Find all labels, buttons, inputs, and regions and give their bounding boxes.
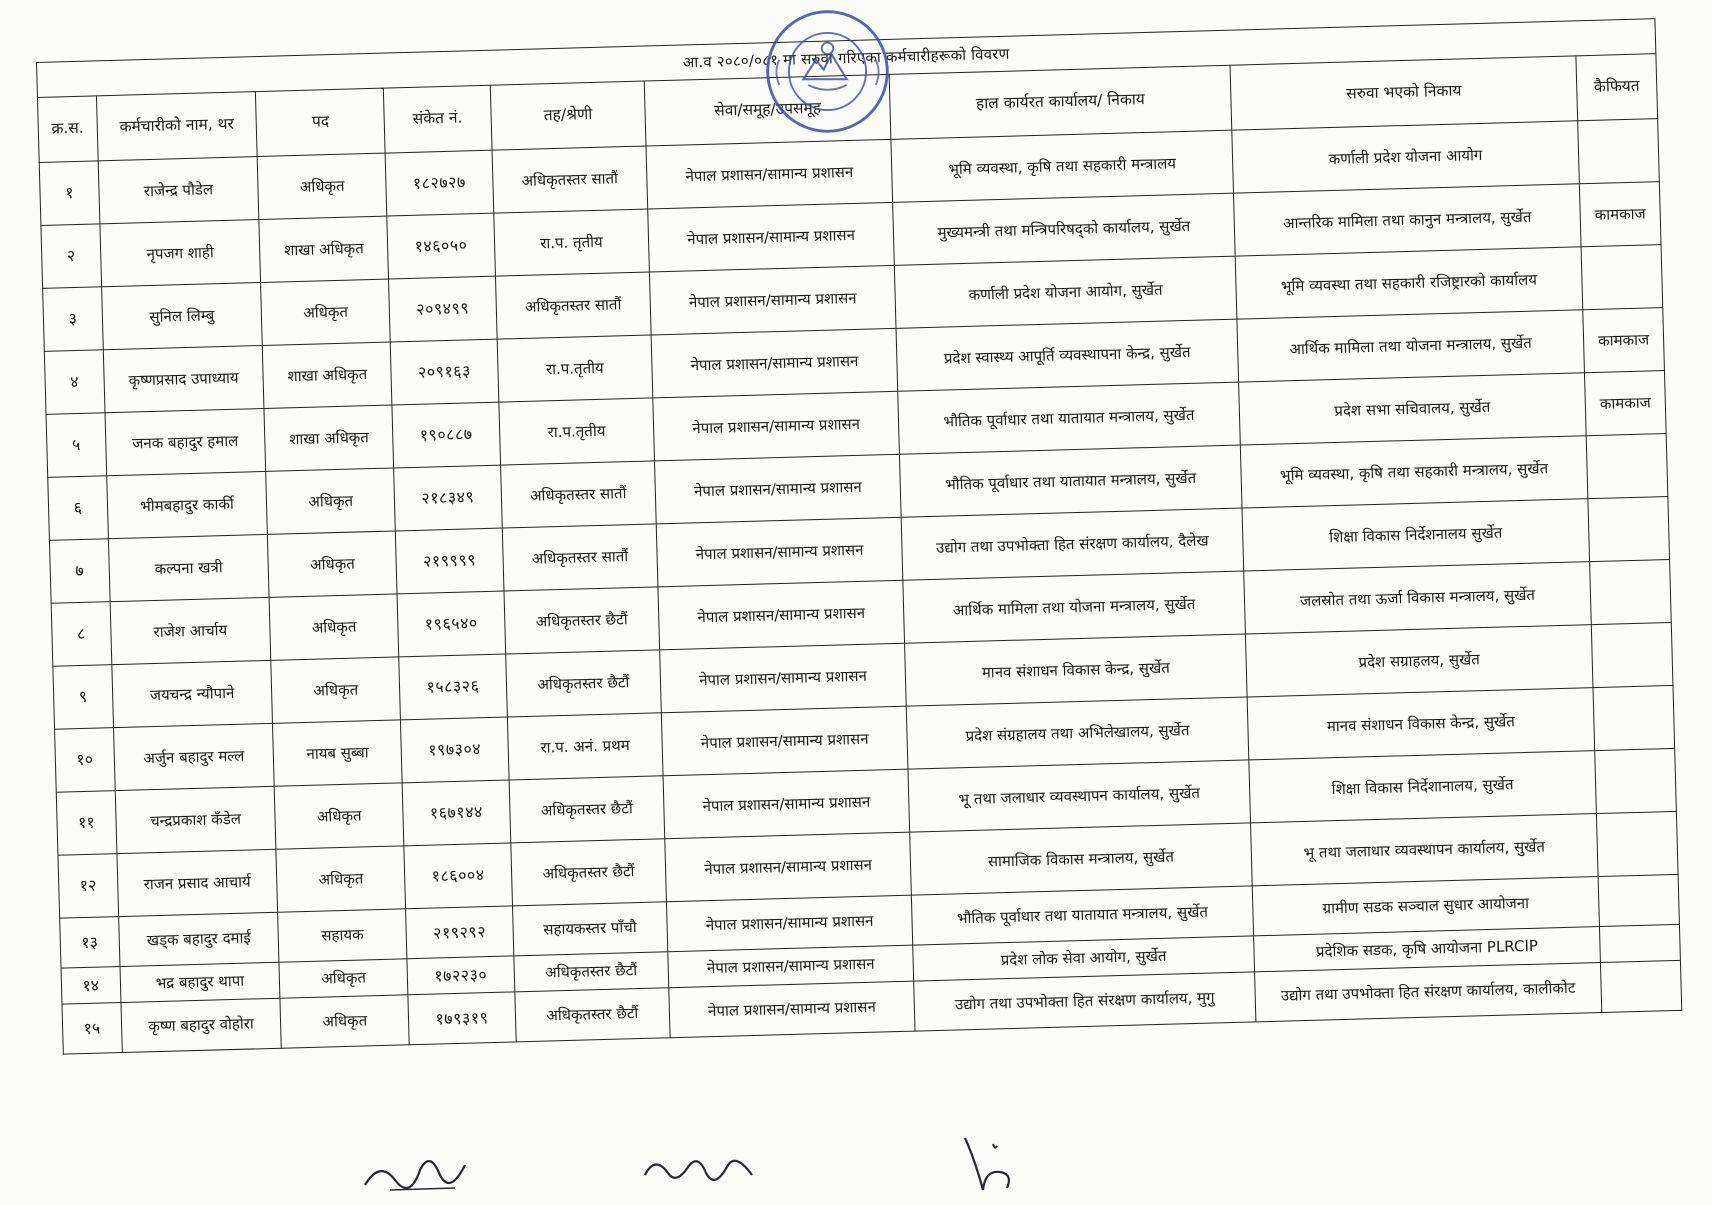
cell-sn: १४ xyxy=(61,967,121,1005)
signature-3 xyxy=(955,1130,1025,1200)
cell-post: अधिकृत xyxy=(280,995,409,1048)
cell-current-office: मानव संशाधन विकास केन्द्र, सुर्खेत xyxy=(905,634,1247,706)
cell-level: रा.प. तृतीय xyxy=(493,209,649,276)
cell-employee-name: खड्क बहादुर दमाई xyxy=(118,912,279,966)
cell-transferred-office: कर्णाली प्रदेश योजना आयोग xyxy=(1232,121,1580,193)
cell-current-office: भौतिक पूर्वाधार तथा यातायात मन्त्रालय, सुर्खेत xyxy=(899,445,1241,517)
table-body xyxy=(39,119,1682,1054)
cell-post: शाखा अधिकृत xyxy=(263,342,392,408)
cell-employee-name: भद्र बहादुर थापा xyxy=(120,962,281,1002)
cell-service-group: नेपाल प्रशासन/सामान्य प्रशासन xyxy=(653,391,900,461)
cell-remarks xyxy=(1600,960,1681,1012)
cell-employee-name: भीमबहादुर कार्की xyxy=(106,471,267,538)
header-service: सेवा/समूह/उपसमूह xyxy=(644,74,891,146)
cell-transferred-office: प्रदेश सभा सचिवालय, सुर्खेत xyxy=(1238,373,1586,445)
cell-current-office: कर्णाली प्रदेश योजना आयोग, सुर्खेत xyxy=(894,256,1236,328)
cell-employee-name: कृष्णप्रसाद उपाध्याय xyxy=(103,345,264,412)
cell-employee-name: सुनिल लिम्बु xyxy=(101,282,262,349)
cell-current-office: भूमि व्यवस्था, कृषि तथा सहकारी मन्त्रालय xyxy=(891,130,1233,202)
cell-remarks xyxy=(1596,811,1678,876)
cell-remarks xyxy=(1591,622,1673,687)
cell-post: अधिकृत xyxy=(266,468,395,534)
cell-service-group: नेपाल प्रशासन/सामान्य प्रशासन xyxy=(649,265,896,335)
cell-level: अधिकृतस्तर छैटौं xyxy=(514,952,669,992)
cell-code: १६७१४४ xyxy=(402,780,510,846)
office-seal-stamp xyxy=(760,4,895,139)
cell-level: अधिकृतस्तर सातौं xyxy=(502,524,658,591)
cell-current-office: भौतिक पूर्वाधार तथा यातायात मन्त्रालय, सुर्खेत xyxy=(911,886,1253,945)
cell-current-office: प्रदेश लोक सेवा आयोग, सुर्खेत xyxy=(913,936,1255,981)
cell-remarks xyxy=(1590,559,1672,624)
cell-remarks xyxy=(1578,119,1660,184)
cell-post: अधिकृत xyxy=(279,959,408,998)
cell-employee-name: कल्पना खत्री xyxy=(108,534,269,601)
cell-service-group: नेपाल प्रशासन/सामान्य प्रशासन xyxy=(663,769,910,839)
cell-code: २१९९९९ xyxy=(395,528,503,594)
cell-employee-name: राजन प्रसाद आचार्य xyxy=(117,849,278,916)
cell-current-office: उद्योग तथा उपभोक्ता हित संरक्षण कार्यालय, मुगु xyxy=(914,972,1256,1031)
cell-transferred-office: मानव संशाधन विकास केन्द्र, सुर्खेत xyxy=(1247,688,1595,760)
cell-service-group: नेपाल प्रशासन/सामान्य प्रशासन xyxy=(667,895,913,952)
cell-transferred-office: उद्योग तथा उपभोक्ता हित संरक्षण कार्यालय, कालीकोट xyxy=(1254,963,1601,1022)
cell-post: अधिकृत xyxy=(269,594,398,660)
header-post: पद xyxy=(256,88,386,156)
cell-level: रा.प. अनं. प्रथम xyxy=(507,713,663,780)
signature-1 xyxy=(360,1140,480,1200)
cell-remarks xyxy=(1586,434,1668,499)
cell-transferred-office: आन्तरिक मामिला तथा कानुन मन्त्रालय, सुर्खेत xyxy=(1233,184,1581,256)
cell-level: अधिकृतस्तर छैटौं xyxy=(505,650,661,717)
cell-transferred-office: जलस्रोत तथा ऊर्जा विकास मन्त्रालय, सुर्खेत xyxy=(1244,562,1592,634)
cell-employee-name: नृपजग शाही xyxy=(99,220,260,287)
cell-code: १९७३०४ xyxy=(401,717,509,783)
cell-current-office: प्रदेश संग्रहालय तथा अभिलेखालय, सुर्खेत xyxy=(906,697,1248,769)
cell-service-group: नेपाल प्रशासन/सामान्य प्रशासन xyxy=(648,202,895,272)
cell-employee-name: जयचन्द्र न्यौपाने xyxy=(111,660,272,727)
cell-post: अधिकृत xyxy=(275,783,404,849)
cell-code: १७९३१९ xyxy=(408,992,516,1045)
cell-code: २१९२९२ xyxy=(406,906,514,959)
cell-transferred-office: भूमि व्यवस्था, कृषि तथा सहकारी मन्त्रालय, सुर्खेत xyxy=(1240,436,1588,508)
cell-employee-name: चन्द्रप्रकाश कँडेल xyxy=(115,786,276,853)
cell-code: २०९४९९ xyxy=(389,276,497,342)
cell-service-group: नेपाल प्रशासन/सामान्य प्रशासन xyxy=(665,832,912,902)
header-level: तह/श्रेणी xyxy=(490,81,646,150)
cell-level: अधिकृतस्तर छैटौं xyxy=(504,587,660,654)
signature-2 xyxy=(640,1145,760,1200)
cell-sn: ७ xyxy=(49,539,109,604)
cell-sn: ८ xyxy=(51,602,111,667)
cell-service-group: नेपाल प्रशासन/सामान्य प्रशासन xyxy=(656,517,903,587)
cell-sn: २ xyxy=(41,224,101,289)
cell-post: अधिकृत xyxy=(271,657,400,723)
cell-level: रा.प.तृतीय xyxy=(499,398,655,465)
cell-remarks xyxy=(1593,685,1675,750)
cell-service-group: नेपाल प्रशासन/सामान्य प्रशासन xyxy=(661,706,908,776)
cell-code: १४६०५० xyxy=(387,213,495,279)
cell-remarks xyxy=(1598,874,1679,926)
header-transferred-office: सरुवा भएको निकाय xyxy=(1230,56,1578,130)
cell-employee-name: राजेन्द्र पौडेल xyxy=(98,157,259,224)
cell-service-group: नेपाल प्रशासन/सामान्य प्रशासन xyxy=(655,454,902,524)
cell-service-group: नेपाल प्रशासन/सामान्य प्रशासन xyxy=(660,643,907,713)
cell-sn: ५ xyxy=(46,413,106,478)
cell-current-office: भौतिक पूर्वाधार तथा यातायात मन्त्रालय, सुर्खेत xyxy=(898,382,1240,454)
cell-current-office: भू तथा जलाधार व्यवस्थापन कार्यालय, सुर्खेत xyxy=(908,760,1250,832)
cell-sn: ४ xyxy=(44,350,104,415)
cell-service-group: नेपाल प्रशासन/सामान्य प्रशासन xyxy=(651,328,898,398)
employee-transfer-table xyxy=(37,53,1682,1054)
cell-post: नायब सुब्बा xyxy=(273,720,402,786)
cell-level: अधिकृतस्तर सातौं xyxy=(492,146,648,213)
cell-remarks: कामकाज xyxy=(1583,308,1665,373)
cell-post: अधिकृत xyxy=(261,279,390,345)
cell-level: अधिकृतस्तर छैटौं xyxy=(510,839,666,906)
cell-sn: १२ xyxy=(58,854,118,919)
cell-transferred-office: शिक्षा विकास निर्देशानालय, सुर्खेत xyxy=(1249,751,1597,823)
cell-remarks: कामकाज xyxy=(1585,371,1667,436)
cell-code: १८२७२७ xyxy=(385,150,493,216)
cell-remarks xyxy=(1600,924,1681,962)
cell-post: सहायक xyxy=(278,909,407,962)
cell-level: अधिकृतस्तर सातौं xyxy=(495,272,651,339)
cell-transferred-office: शिक्षा विकास निर्देशनालय सुर्खेत xyxy=(1242,499,1590,571)
header-current-office: हाल कार्यरत कार्यालय/ निकाय xyxy=(889,65,1231,139)
cell-remarks xyxy=(1581,245,1663,310)
cell-post: अधिकृत xyxy=(268,531,397,597)
header-sn: क्र.स. xyxy=(37,96,97,163)
cell-current-office: प्रदेश स्वास्थ्य आपूर्ति व्यवस्थापना केन्द्र, सुर्खेत xyxy=(896,319,1238,391)
cell-remarks xyxy=(1595,748,1677,813)
cell-sn: ३ xyxy=(43,287,103,352)
transfer-table-page xyxy=(36,18,1682,1054)
cell-employee-name: कृष्ण बहादुर वोहोरा xyxy=(121,998,282,1052)
cell-code: १७२२३० xyxy=(407,956,514,995)
cell-employee-name: जनक बहादुर हमाल xyxy=(105,408,266,475)
cell-sn: १५ xyxy=(62,1003,122,1055)
cell-code: २०९१६३ xyxy=(390,339,498,405)
cell-service-group: नेपाल प्रशासन/सामान्य प्रशासन xyxy=(646,139,893,209)
cell-service-group: नेपाल प्रशासन/सामान्य प्रशासन xyxy=(658,580,905,650)
cell-employee-name: राजेश आर्चाय xyxy=(110,597,271,664)
cell-current-office: आर्थिक मामिला तथा योजना मन्त्रालय, सुर्खेत xyxy=(903,571,1245,643)
header-remarks: कैफियत xyxy=(1576,54,1658,121)
cell-code: १९६५४० xyxy=(397,591,505,657)
cell-level: अधिकृतस्तर छैटौं xyxy=(514,988,670,1042)
cell-employee-name: अर्जुन बहादुर मल्ल xyxy=(113,723,274,790)
cell-transferred-office: ग्रामीण सडक सञ्चाल सुधार आयोजना xyxy=(1252,877,1599,936)
cell-remarks: कामकाज xyxy=(1579,182,1661,247)
header-name: कर्मचारीको नाम, थर xyxy=(96,92,257,161)
cell-sn: १ xyxy=(39,161,99,226)
header-code: संकेत नं. xyxy=(383,85,491,153)
document-title: आ.व २०८०/०८१ मा सरुवा गरिएका कर्मचारीहरूको विवरण xyxy=(36,18,1656,97)
cell-sn: १० xyxy=(55,728,115,793)
cell-transferred-office: भूमि व्यवस्था तथा सहकारी रजिष्ट्रारको कार्यालय xyxy=(1235,247,1583,319)
cell-code: २१८३४९ xyxy=(394,465,502,531)
cell-sn: १३ xyxy=(60,917,120,969)
cell-level: अधिकृतस्तर सातौं xyxy=(500,461,656,528)
cell-level: सहायकस्तर पाँचौ xyxy=(512,902,668,956)
cell-post: शाखा अधिकृत xyxy=(264,405,393,471)
cell-transferred-office: प्रदेशिक सडक, कृषि आयोजना PLRCIP xyxy=(1253,927,1600,972)
cell-sn: ११ xyxy=(56,791,116,856)
cell-level: रा.प.तृतीय xyxy=(497,335,653,402)
cell-transferred-office: भू तथा जलाधार व्यवस्थापन कार्यालय, सुर्खेत xyxy=(1250,814,1598,886)
cell-post: अधिकृत xyxy=(276,846,405,912)
cell-code: १५८३२६ xyxy=(399,654,507,720)
cell-current-office: सामाजिक विकास मन्त्रालय, सुर्खेत xyxy=(910,823,1252,895)
cell-code: १८६००४ xyxy=(404,843,512,909)
cell-transferred-office: प्रदेश सग्राहलय, सुर्खेत xyxy=(1245,625,1593,697)
cell-current-office: उद्योग तथा उपभोक्ता हित संरक्षण कार्यालय, दैलेख xyxy=(901,508,1243,580)
cell-post: शाखा अधिकृत xyxy=(259,216,388,282)
cell-current-office: मुख्यमन्त्री तथा मन्त्रिपरिषद्को कार्यालय, सुर्खेत xyxy=(893,193,1235,265)
cell-service-group: नेपाल प्रशासन/सामान्य प्रशासन xyxy=(669,981,915,1038)
cell-sn: ९ xyxy=(53,665,113,730)
cell-service-group: नेपाल प्रशासन/सामान्य प्रशासन xyxy=(668,945,914,988)
cell-level: अधिकृतस्तर छैटौं xyxy=(509,776,665,843)
cell-transferred-office: आर्थिक मामिला तथा योजना मन्त्रालय, सुर्खेत xyxy=(1237,310,1585,382)
cell-remarks xyxy=(1588,497,1670,562)
cell-post: अधिकृत xyxy=(257,153,386,219)
cell-sn: ६ xyxy=(48,476,108,541)
cell-code: १९०८८७ xyxy=(392,402,500,468)
